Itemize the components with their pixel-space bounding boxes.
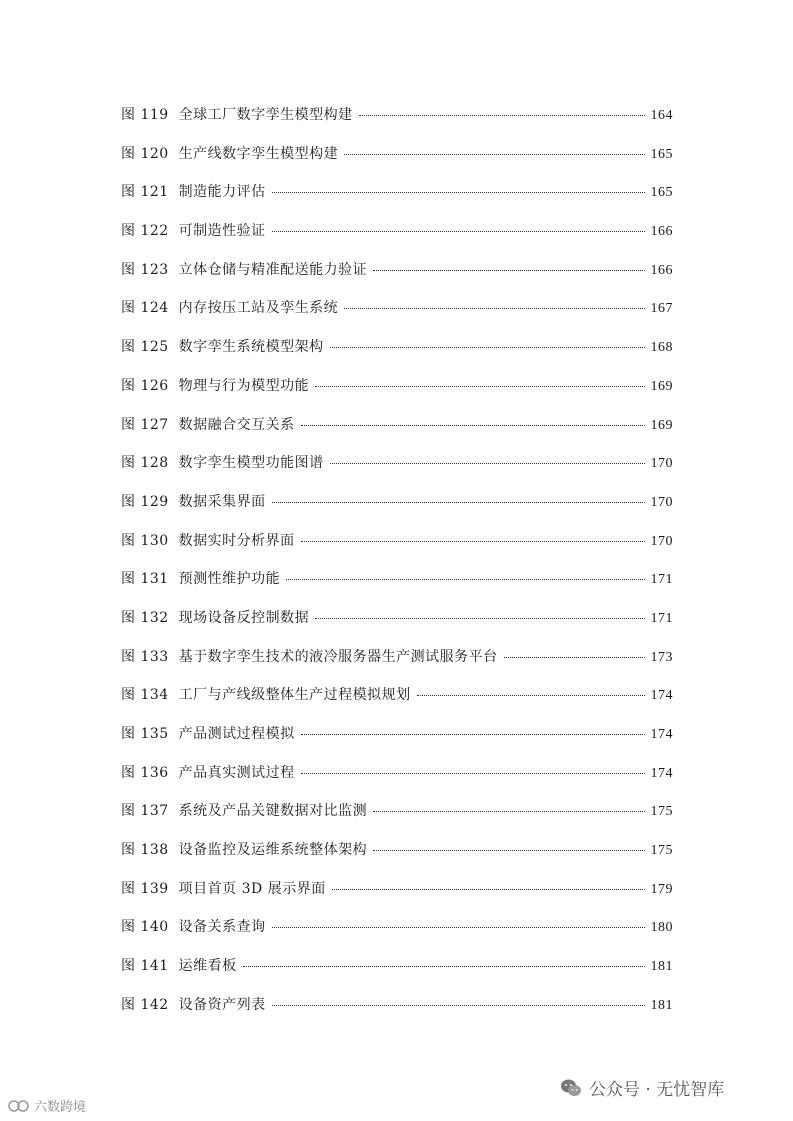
figure-title: 制造能力评估	[178, 184, 266, 201]
figure-number: 图 141	[121, 958, 169, 975]
page-number: 167	[650, 301, 673, 317]
figure-title: 产品真实测试过程	[178, 764, 295, 781]
figure-title: 可制造性验证	[178, 223, 266, 240]
figure-title: 工厂与产线级整体生产过程模拟规划	[178, 687, 411, 704]
page-number: 171	[650, 572, 673, 588]
dot-leader	[301, 425, 645, 426]
figure-title: 设备监控及运维系统整体架构	[178, 842, 368, 859]
figure-title: 设备关系查询	[178, 919, 266, 936]
dot-leader	[301, 734, 645, 735]
page-number: 169	[650, 378, 673, 394]
page-number: 166	[650, 262, 673, 278]
toc-entry-label	[121, 878, 326, 898]
page-number: 170	[650, 456, 673, 472]
dot-leader	[344, 154, 644, 155]
figure-number: 图 122	[121, 223, 169, 240]
figure-list	[121, 104, 673, 1033]
figure-title: 数据融合交互关系	[178, 416, 295, 433]
dot-leader	[315, 618, 644, 619]
figure-number: 图 129	[121, 493, 169, 510]
page-number: 165	[650, 146, 673, 162]
dot-leader	[417, 695, 645, 696]
toc-entry-label	[121, 800, 367, 820]
dot-leader	[373, 850, 644, 851]
wechat-watermark	[560, 1075, 724, 1100]
page-number: 174	[650, 688, 673, 704]
toc-entry[interactable]	[121, 530, 673, 569]
corner-watermark	[8, 1096, 86, 1115]
dot-leader	[272, 1005, 645, 1006]
toc-entry-label	[121, 607, 309, 627]
toc-entry[interactable]	[121, 336, 673, 375]
page-number: 170	[650, 494, 673, 510]
page-number: 165	[650, 185, 673, 201]
figure-number: 图 130	[121, 532, 169, 549]
toc-entry[interactable]	[121, 762, 673, 801]
dot-leader	[286, 579, 644, 580]
dot-leader	[301, 773, 645, 774]
page-number: 171	[650, 610, 673, 626]
figure-title: 系统及产品关键数据对比监测	[178, 803, 368, 820]
figure-number: 图 125	[121, 339, 169, 356]
dot-leader	[373, 270, 644, 271]
page-number: 175	[650, 843, 673, 859]
figure-title: 内存按压工站及孪生系统	[178, 300, 339, 317]
toc-entry-label	[121, 839, 367, 859]
toc-entry-label	[121, 104, 353, 124]
toc-entry-label	[121, 916, 266, 936]
dot-leader	[272, 927, 645, 928]
toc-entry[interactable]	[121, 452, 673, 491]
corner-watermark-text: 六数跨境	[34, 1100, 87, 1115]
figure-title: 产品测试过程模拟	[178, 726, 295, 742]
toc-entry-label	[121, 684, 411, 704]
toc-entry-label	[121, 994, 266, 1014]
figure-number: 图 121	[121, 184, 169, 201]
toc-entry[interactable]	[121, 646, 673, 685]
toc-entry-label	[121, 723, 295, 743]
figure-number: 图 124	[121, 300, 169, 317]
page-number: 164	[650, 108, 673, 123]
toc-entry[interactable]	[121, 723, 673, 762]
dot-leader	[373, 811, 644, 812]
figure-number: 图 133	[121, 648, 169, 665]
figure-title: 数字孪生模型功能图谱	[178, 455, 324, 472]
dot-leader	[330, 463, 645, 464]
toc-entry-label	[121, 297, 338, 317]
toc-entry-label	[121, 762, 295, 782]
brand-logo-icon	[8, 1098, 30, 1114]
toc-entry-label	[121, 955, 237, 975]
toc-entry[interactable]	[121, 491, 673, 530]
page-number: 174	[650, 765, 673, 781]
figure-title: 数字孪生系统模型架构	[178, 339, 324, 356]
page-number: 180	[650, 920, 673, 936]
toc-entry-label	[121, 452, 324, 472]
toc-entry-label	[121, 414, 295, 434]
figure-title: 项目首页 3D 展示界面	[178, 880, 326, 897]
toc-entry-label	[121, 143, 338, 163]
dot-leader	[344, 308, 644, 309]
toc-entry-label	[121, 181, 266, 201]
toc-entry-label	[121, 646, 498, 666]
toc-entry[interactable]	[121, 414, 673, 453]
page-number: 166	[650, 224, 673, 240]
toc-entry[interactable]	[121, 568, 673, 607]
figure-number: 图 134	[121, 687, 169, 704]
figure-title: 立体仓储与精准配送能力验证	[178, 261, 368, 278]
page-number: 175	[650, 804, 673, 820]
page-number: 168	[650, 340, 673, 356]
toc-entry[interactable]	[121, 839, 673, 878]
figure-number: 图 126	[121, 377, 169, 394]
figure-number: 图 131	[121, 571, 169, 588]
page-number: 179	[650, 881, 673, 897]
figure-title: 设备资产列表	[178, 996, 266, 1013]
toc-entry[interactable]	[121, 955, 673, 994]
page-number: 173	[650, 649, 673, 665]
toc-entry[interactable]	[121, 878, 673, 917]
page-number: 174	[650, 727, 673, 742]
page-number: 170	[650, 533, 673, 549]
toc-entry[interactable]	[121, 994, 673, 1033]
figure-number: 图 139	[121, 880, 169, 897]
figure-number: 图 132	[121, 609, 169, 626]
page-number: 169	[650, 417, 673, 433]
dot-leader	[359, 115, 645, 116]
figure-title: 全球工厂数字孪生模型构建	[178, 107, 353, 123]
figure-title: 物理与行为模型功能	[178, 377, 310, 394]
toc-entry[interactable]	[121, 220, 673, 259]
figure-number: 图 128	[121, 455, 169, 472]
dot-leader	[330, 347, 645, 348]
wechat-account-name: 公众号 · 无忧智库	[589, 1080, 725, 1100]
figure-title: 预测性维护功能	[178, 571, 281, 588]
toc-entry-label	[121, 491, 266, 511]
toc-entry-label	[121, 568, 280, 588]
figure-title: 数据采集界面	[178, 493, 266, 510]
dot-leader	[272, 231, 645, 232]
toc-entry[interactable]	[121, 259, 673, 298]
dot-leader	[272, 502, 645, 503]
figure-number: 图 123	[121, 261, 169, 278]
dot-leader	[315, 386, 644, 387]
toc-entry[interactable]	[121, 297, 673, 336]
figure-title: 现场设备反控制数据	[178, 609, 310, 626]
figure-number: 图 127	[121, 416, 169, 433]
figure-number: 图 135	[121, 726, 169, 742]
page-number: 181	[650, 997, 673, 1013]
figure-title: 运维看板	[178, 958, 237, 975]
dot-leader	[301, 541, 645, 542]
toc-entry-label	[121, 220, 266, 240]
toc-entry[interactable]	[121, 916, 673, 955]
toc-entry-label	[121, 375, 309, 395]
toc-entry[interactable]	[121, 607, 673, 646]
figure-title: 基于数字孪生技术的液冷服务器生产测试服务平台	[178, 648, 498, 665]
figure-title: 生产线数字孪生模型构建	[178, 145, 339, 162]
figure-number: 图 138	[121, 842, 169, 859]
toc-entry[interactable]	[121, 181, 673, 220]
toc-entry[interactable]	[121, 375, 673, 414]
figure-title: 数据实时分析界面	[178, 532, 295, 549]
page-number: 181	[650, 959, 673, 975]
toc-entry[interactable]	[121, 800, 673, 839]
toc-entry[interactable]	[121, 143, 673, 182]
toc-entry-label	[121, 336, 324, 356]
dot-leader	[243, 966, 645, 967]
dot-leader	[504, 657, 645, 658]
wechat-icon	[560, 1078, 582, 1098]
toc-entry[interactable]	[121, 104, 673, 143]
figure-number: 图 119	[121, 107, 169, 123]
figure-number: 图 137	[121, 803, 169, 820]
dot-leader	[272, 192, 645, 193]
toc-entry-label	[121, 259, 367, 279]
figure-number: 图 142	[121, 996, 169, 1013]
figure-number: 图 120	[121, 145, 169, 162]
toc-entry-label	[121, 530, 295, 550]
figure-number: 图 140	[121, 919, 169, 936]
toc-entry[interactable]	[121, 684, 673, 723]
figure-number: 图 136	[121, 764, 169, 781]
dot-leader	[332, 889, 645, 890]
